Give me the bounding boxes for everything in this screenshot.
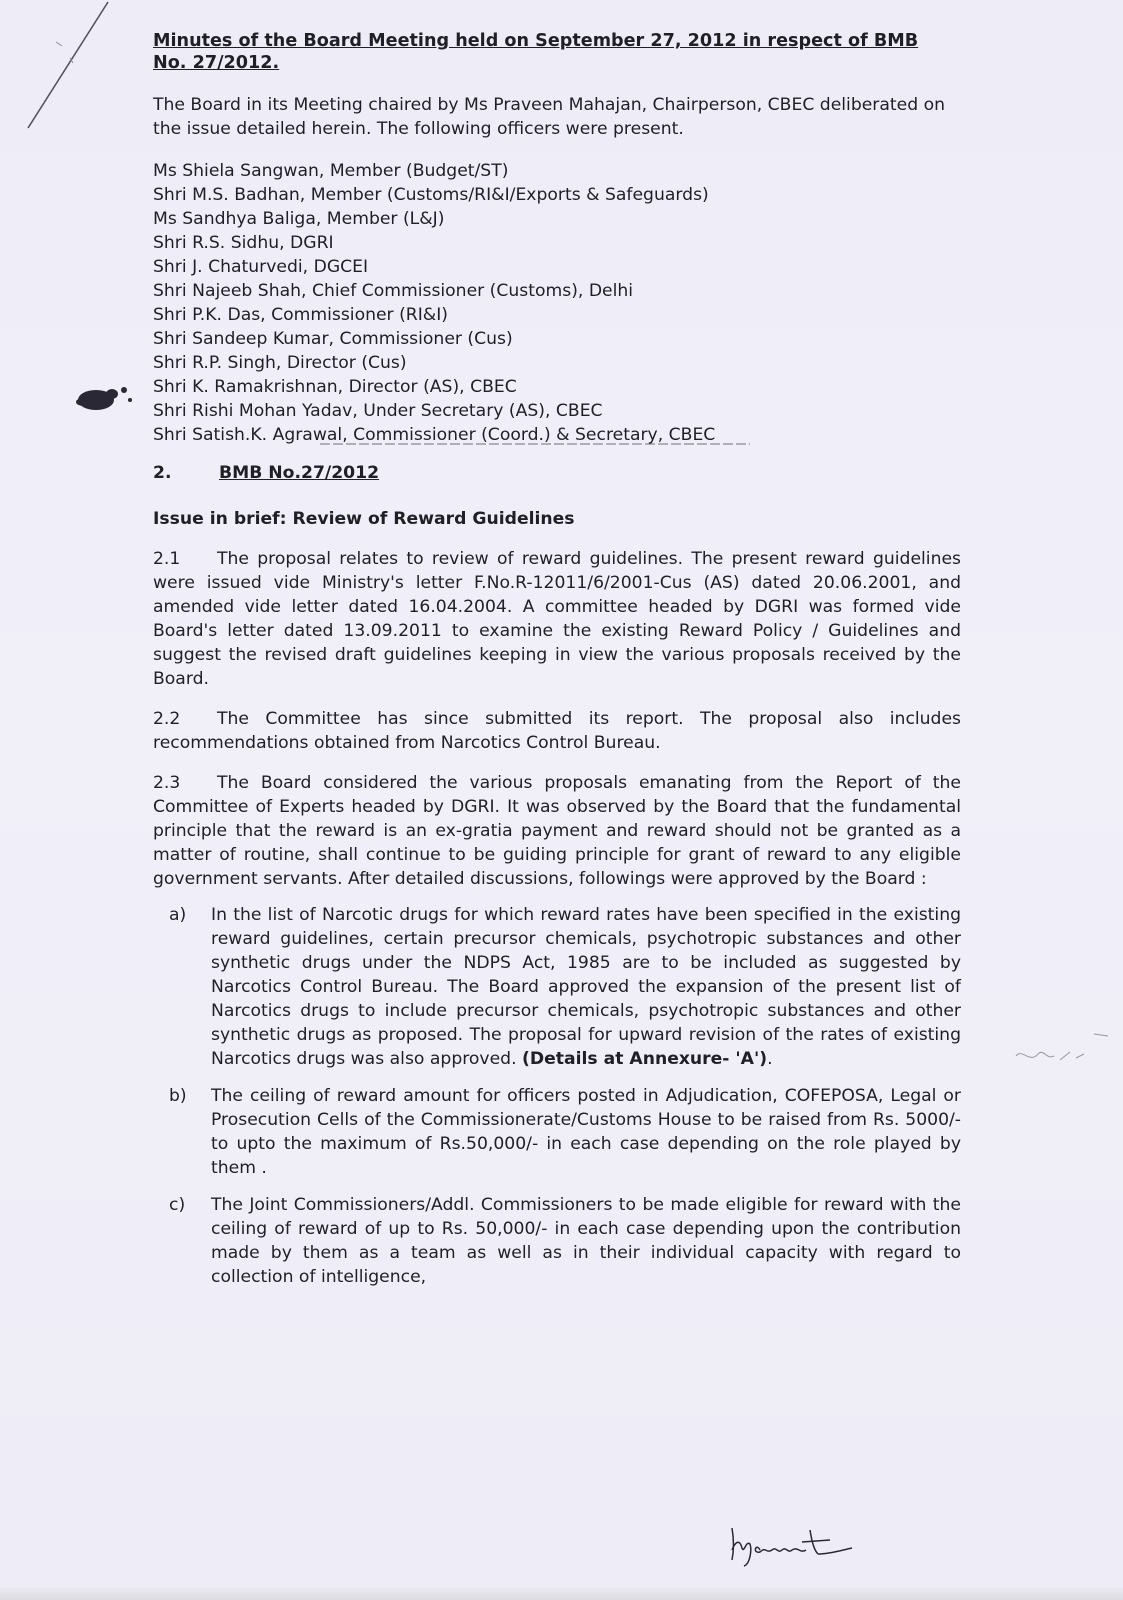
approved-items-list xyxy=(169,903,961,1289)
section-heading xyxy=(153,461,961,485)
officer-item: Shri Sandeep Kumar, Commissioner (Cus) xyxy=(153,329,513,349)
page-title: Minutes of the Board Meeting held on September 27, 2012 in respect of BMB No. 27/2012. xyxy=(153,31,919,73)
ink-blot xyxy=(72,376,152,416)
handwritten-signature xyxy=(726,1520,856,1570)
item-label: b) xyxy=(169,1086,187,1106)
paragraph-number: 2.1 xyxy=(153,549,181,569)
officer-item: Ms Shiela Sangwan, Member (Budget/ST) xyxy=(153,161,509,181)
officers-list xyxy=(153,159,961,447)
officer-item: Shri K. Ramakrishnan, Director (AS), CBEC xyxy=(153,377,517,397)
officer-item: Shri J. Chaturvedi, DGCEI xyxy=(153,257,369,277)
paragraph-number: 2.2 xyxy=(153,709,181,729)
item-text: The Joint Commissioners/Addl. Commissioners to be made eligible for reward with the ceiling of reward of up to Rs. 50,000/- in each case depending upon the contribution made by them as a team as well as in their individual capacity with regard to collection of intelligence, xyxy=(211,1195,961,1287)
paragraph-text: The proposal relates to review of reward guidelines. The present reward guidelines were issued vide Ministry's letter F.No.R-12011/6/2001-Cus (AS) dated 20.06.2001, and amended vide letter dated 16.04.2004. A committee headed by DGRI was formed vide Board's letter dated 13.09.2011 to examine the existing Reward Policy / Guidelines and suggest the revised draft guidelines keeping in view the various proposals received by the Board. xyxy=(153,549,961,689)
officer-item: Shri R.S. Sidhu, DGRI xyxy=(153,233,334,253)
document-body xyxy=(153,30,961,1302)
paragraph-number: 2.3 xyxy=(153,773,181,793)
officer-item: Shri Najeeb Shah, Chief Commissioner (Customs), Delhi xyxy=(153,281,634,301)
paragraph xyxy=(153,707,961,755)
officer-item: Shri R.P. Singh, Director (Cus) xyxy=(153,353,407,373)
scan-mark xyxy=(20,0,110,150)
item-text: The ceiling of reward amount for officers posted in Adjudication, COFEPOSA, Legal or Prosecution Cells of the Commissionerate/Customs House to be raised from Rs. 5000/- to upto the maximum of Rs.50,000/- in each case depending on the role played by them . xyxy=(211,1086,961,1178)
paragraph xyxy=(153,547,961,691)
list-item xyxy=(169,903,961,1071)
paragraph-text: The Board considered the various proposals emanating from the Report of the Committee of Experts headed by DGRI. It was observed by the Board that the fundamental principle that the reward is an ex-gratia payment and reward should not be granted as a matter of routine, shall continue to be guiding principle for grant of reward to any eligible government servants. After detailed discussions, followings were approved by the Board : xyxy=(153,773,961,889)
section-title: BMB No.27/2012 xyxy=(219,463,380,483)
margin-scribble xyxy=(1010,1030,1110,1080)
paragraph-text: The Committee has since submitted its report. The proposal also includes recommendations obtained from Narcotics Control Bureau. xyxy=(153,709,961,753)
annexure-reference: (Details at Annexure- 'A') xyxy=(522,1049,768,1069)
paragraph xyxy=(153,771,961,891)
scan-bottom-edge xyxy=(0,1586,1123,1600)
issue-heading: Issue in brief: Review of Reward Guidelines xyxy=(153,509,575,529)
section-number: 2. xyxy=(153,463,172,483)
intro-paragraph: The Board in its Meeting chaired by Ms Praveen Mahajan, Chairperson, CBEC deliberated on the issue detailed herein. The following officers were present. xyxy=(153,95,946,139)
officer-item: Ms Sandhya Baliga, Member (L&J) xyxy=(153,209,445,229)
item-label: a) xyxy=(169,905,187,925)
officer-item: Shri Rishi Mohan Yadav, Under Secretary (AS), CBEC xyxy=(153,401,603,421)
item-label: c) xyxy=(169,1195,186,1215)
officer-item: Shri Satish.K. Agrawal, Commissioner (Coord.) & Secretary, CBEC xyxy=(153,425,716,445)
officer-item: Shri P.K. Das, Commissioner (RI&I) xyxy=(153,305,448,325)
item-text: In the list of Narcotic drugs for which reward rates have been specified in the existing reward guidelines, certain precursor chemicals, psychotropic substances and other synthetic drugs under the NDPS Act, 1985 are to be included as suggested by Narcotics Control Bureau. The Board approved the expansion of the present list of Narcotics drugs to include precursor chemicals, psychotropic substances and other synthetic drugs as proposed. The proposal for upward revision of the rates of existing Narcotics drugs was also approved. (Details at Annexure- 'A'). xyxy=(211,905,961,1069)
officer-item: Shri M.S. Badhan, Member (Customs/RI&I/Exports & Safeguards) xyxy=(153,185,709,205)
list-item xyxy=(169,1084,961,1180)
list-item xyxy=(169,1193,961,1289)
